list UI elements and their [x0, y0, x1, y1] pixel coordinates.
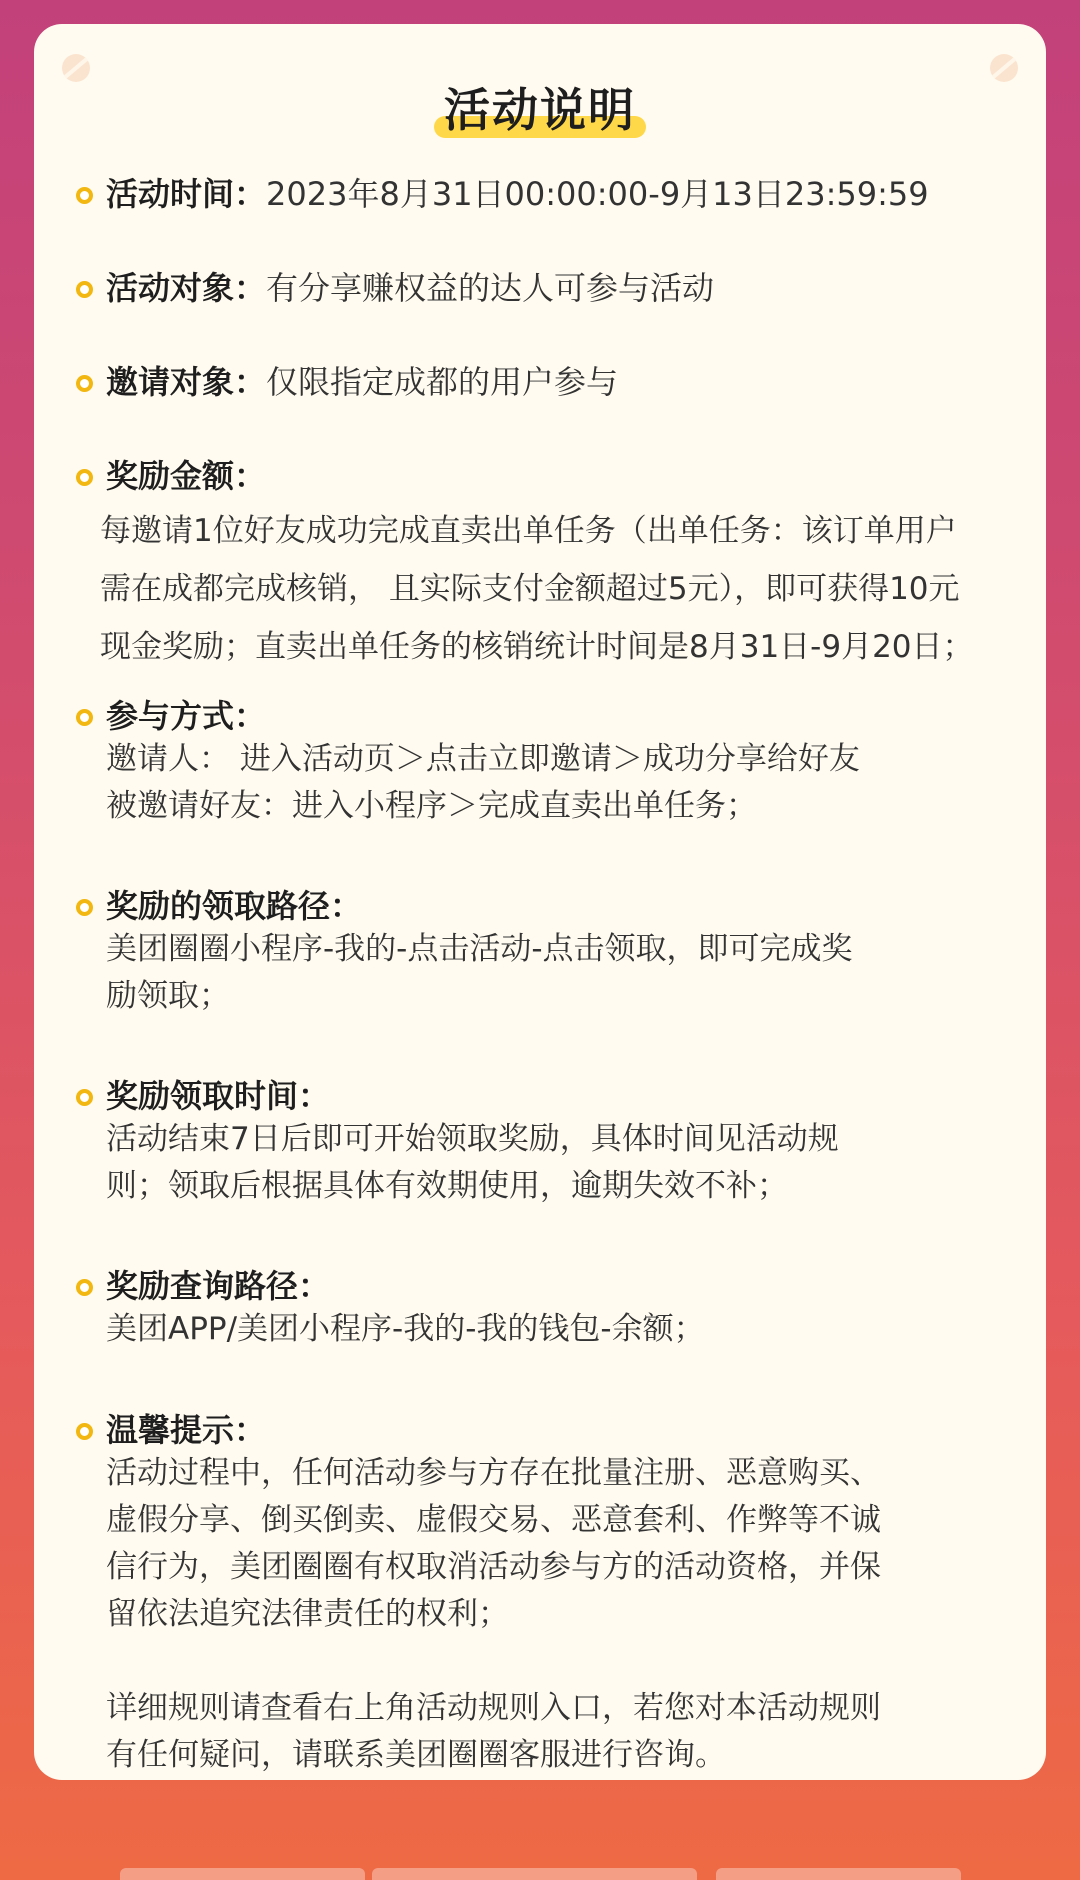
body-line: 有任何疑问，请联系美团圈圈客服进行咨询。 — [106, 1737, 726, 1773]
page-title-text: 活动说明 — [444, 83, 636, 137]
bullet-icon — [76, 1089, 93, 1106]
body-line: 每邀请1位好友成功完成直卖出单任务（出单任务：该订单用户 — [100, 513, 957, 549]
label-colon: ： — [234, 269, 267, 307]
body-line: 信行为，美团圈圈有权取消活动参与方的活动资格，并保 — [106, 1549, 881, 1585]
section-body — [76, 1116, 1016, 1210]
section-activity-time — [76, 174, 1016, 214]
label-colon: ： — [234, 175, 267, 213]
body-line: 虚假分享、倒买倒卖、虚假交易、恶意套利、作弊等不诚 — [106, 1502, 881, 1538]
bullet-icon — [76, 899, 93, 916]
body-line: 被邀请好友：进入小程序＞完成直卖出单任务； — [106, 788, 757, 824]
section-activity-target — [76, 268, 1016, 308]
bottom-tab-hint — [372, 1868, 697, 1880]
bullet-icon — [76, 469, 93, 486]
section-body — [76, 926, 1016, 1020]
section-value: 有分享赚权益的达人可参与活动 — [266, 269, 715, 307]
section-label: 温馨提示 — [106, 1411, 235, 1449]
label-colon: ： — [234, 363, 267, 401]
bullet-icon — [76, 1279, 93, 1296]
section-label: 参与方式 — [106, 697, 235, 735]
bullet-icon — [76, 375, 93, 392]
section-label: 奖励领取时间 — [106, 1077, 299, 1115]
section-label: 奖励金额 — [106, 457, 235, 495]
label-colon: ： — [298, 1077, 331, 1115]
bullet-icon — [76, 187, 93, 204]
section-participation-method — [76, 696, 1016, 830]
bullet-icon — [76, 281, 93, 298]
body-line: 则；领取后根据具体有效期使用，逾期失效不补； — [106, 1168, 788, 1204]
bullet-icon — [76, 1423, 93, 1440]
section-reward-claim-time — [76, 1076, 1016, 1210]
label-colon: ： — [330, 887, 363, 925]
bottom-tab-hint — [120, 1868, 365, 1880]
label-colon: ： — [298, 1267, 331, 1305]
page-title — [434, 74, 646, 140]
section-value: 仅限指定成都的用户参与 — [266, 363, 619, 401]
section-tips — [76, 1410, 1016, 1779]
body-line: 留依法追究法律责任的权利； — [106, 1596, 509, 1632]
bottom-tab-hint — [716, 1868, 961, 1880]
section-label: 邀请对象 — [106, 363, 235, 401]
section-body — [76, 736, 1016, 830]
section-label: 奖励查询路径 — [106, 1267, 299, 1305]
section-reward-amount — [76, 456, 1016, 676]
body-line: 现金奖励；直卖出单任务的核销统计时间是8月31日-9月20日； — [100, 629, 974, 665]
section-label: 奖励的领取路径 — [106, 887, 331, 925]
section-label: 活动时间 — [106, 175, 235, 213]
section-label: 活动对象 — [106, 269, 235, 307]
body-line: 美团APP/美团小程序-我的-我的钱包-余额； — [106, 1311, 705, 1347]
section-body — [76, 502, 1016, 676]
section-reward-query-path — [76, 1266, 1016, 1353]
bullet-icon — [76, 709, 93, 726]
section-reward-claim-path — [76, 886, 1016, 1020]
section-invite-target — [76, 362, 1016, 402]
section-value: 2023年8月31日00:00:00-9月13日23:59:59 — [266, 175, 929, 213]
label-colon: ： — [234, 697, 267, 735]
body-line: 详细规则请查看右上角活动规则入口，若您对本活动规则 — [106, 1690, 881, 1726]
body-line: 活动过程中，任何活动参与方存在批量注册、恶意购买、 — [106, 1455, 881, 1491]
body-line: 美团圈圈小程序-我的-点击活动-点击领取，即可完成奖 — [106, 931, 853, 967]
section-body — [76, 1306, 1016, 1353]
body-spacer — [106, 1638, 1016, 1685]
body-line: 励领取； — [106, 978, 230, 1014]
label-colon: ： — [234, 1411, 267, 1449]
rules-content — [34, 24, 1046, 1780]
activity-description-card — [34, 24, 1046, 1780]
section-body — [76, 1450, 1016, 1779]
body-line: 需在成都完成核销， 且实际支付金额超过5元），即可获得10元 — [100, 571, 960, 607]
label-colon: ： — [234, 457, 267, 495]
body-line: 活动结束7日后即可开始领取奖励，具体时间见活动规 — [106, 1121, 839, 1157]
body-line: 邀请人： 进入活动页＞点击立即邀请＞成功分享给好友 — [106, 741, 860, 777]
